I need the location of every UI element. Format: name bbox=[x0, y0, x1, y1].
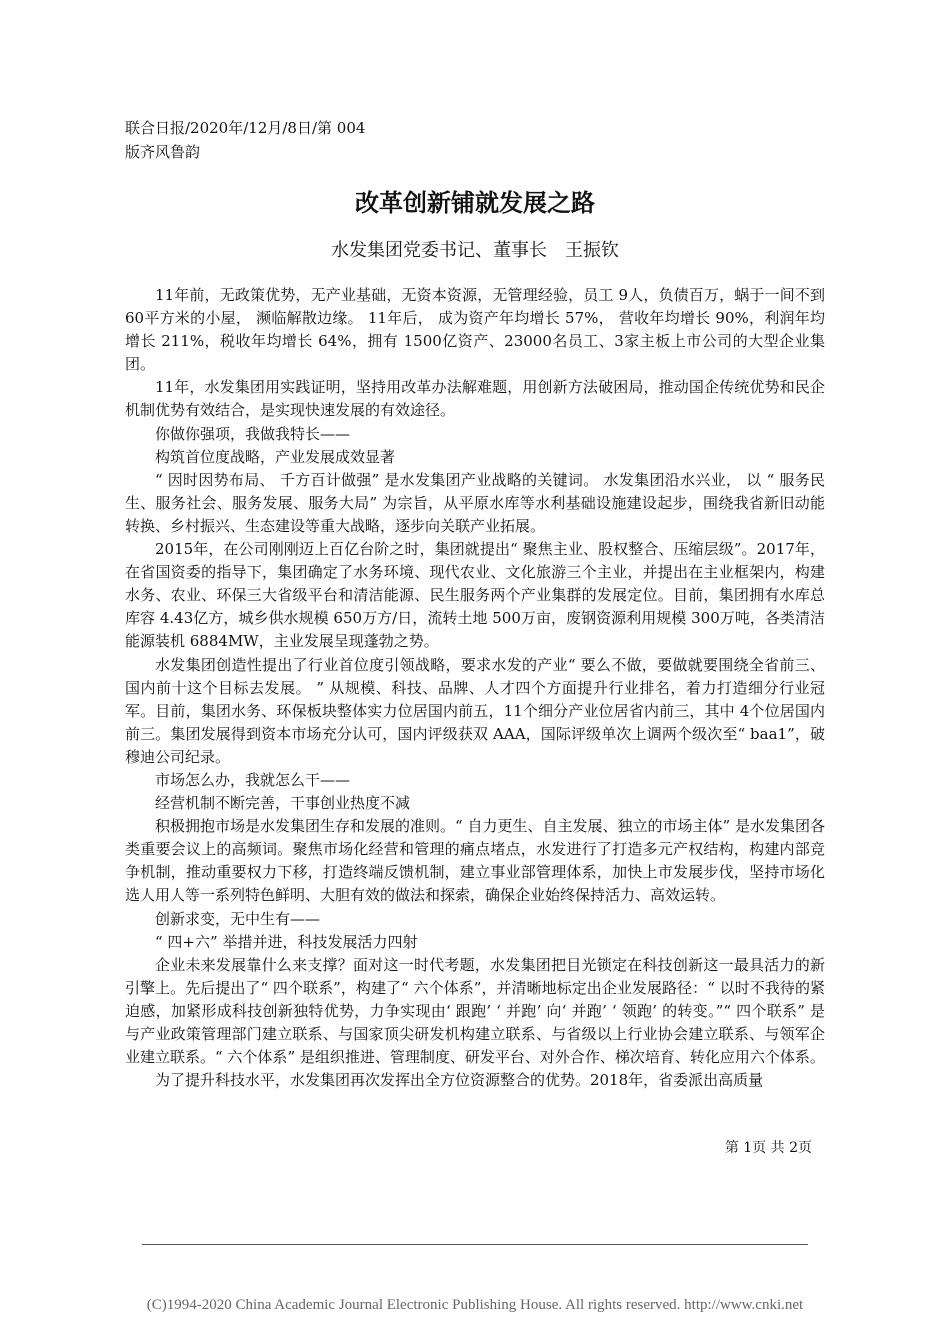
article-body bbox=[125, 284, 825, 1092]
section-subheading: “ 四+六” 举措并进，科技发展活力四射 bbox=[155, 932, 418, 951]
paragraph: “ 因时因势布局、 千方百计做强” 是水发集团产业战略的关键词。 水发集团沿水兴业， 以 “ 服务民生、服务社会、服务发展、服务大局” 为宗旨，从平原水库等水利基础设施建设起步，围绕我省新旧动能转换、乡村振兴、生态建设等重大战略，逐步向关联产业拓展。 bbox=[125, 470, 825, 535]
section-line: 版齐风鲁韵 bbox=[125, 143, 201, 161]
section-heading: 创新求变，无中生有—— bbox=[155, 909, 321, 928]
section-subheading: 经营机制不断完善，干事创业热度不减 bbox=[155, 794, 411, 813]
paragraph: 11年前，无政策优势，无产业基础，无资本资源，无管理经验，员工 9人，负债百万，蜗于一间不到 60平方米的小屋， 濒临解散边缘。 11年后， 成为资产年均增长 57%， 营收年均增长 90%，利润年均增长 211%，税收年均增长 64%，拥有 1500亿资产、23000名员工、3家主板上市公司的大型企业集团。 bbox=[125, 286, 825, 374]
section-heading: 市场怎么办，我就怎么干—— bbox=[155, 770, 351, 789]
publication-header bbox=[125, 116, 365, 164]
paragraph: 11年，水发集团用实践证明，坚持用改革办法解难题，用创新方法破困局，推动国企传统优势和民企机制优势有效结合，是实现快速发展的有效途径。 bbox=[125, 378, 825, 420]
footer-divider bbox=[142, 1244, 808, 1245]
article-byline: 水发集团党委书记、董事长 王振钦 bbox=[331, 240, 619, 261]
paragraph: 企业未来发展靠什么来支撑？面对这一时代考题，水发集团把目光锁定在科技创新这一最具活力的新引擎上。先后提出了“ 四个联系”，构建了“ 六个体系”，并清晰地标定出企业发展路径：“ 以时不我待的紧迫感，加紧形成科技创新独特优势，力争实现由‘ 跟跑’ ‘ 并跑’ 向‘ 并跑’ ‘ 领跑’ 的转变。”“ 四个联系” 是与产业政策管理部门建立联系、与国家顶尖研发机构建立联系、与省级以上行业协会建立联系、与领军企业建立联系。“ 六个体系” 是组织推进、管理制度、研发平台、对外合作、梯次培育、转化应用六个体系。 bbox=[125, 955, 825, 1067]
paragraph: 为了提升科技水平，水发集团再次发挥出全方位资源整合的优势。2018年，省委派出高质量 bbox=[155, 1071, 764, 1090]
page-indicator: 第 1页 共 2页 bbox=[724, 1140, 812, 1156]
copyright-notice: (C)1994-2020 China Academic Journal Electronic Publishing House. All rights reserved. http://www.cnki.net bbox=[146, 1297, 804, 1313]
paragraph: 积极拥抱市场是水发集团生存和发展的准则。“ 自力更生、自主发展、独立的市场主体” 是水发集团各类重要会议上的高频词。聚焦市场化经营和管理的痛点堵点，水发进行了打造多元产权结构，构建内部竞争机制，推动重要权力下移，打造终端反馈机制，建立事业部管理体系，加快上市发展步伐，坚持市场化选人用人等一系列特色鲜明、大胆有效的做法和探索，确保企业始终保持活力、高效运转。 bbox=[125, 817, 825, 905]
section-heading: 你做你强项，我做我特长—— bbox=[155, 424, 351, 443]
section-subheading: 构筑首位度战略，产业发展成效显著 bbox=[155, 447, 396, 466]
paragraph: 2015年，在公司刚刚迈上百亿台阶之时，集团就提出“ 聚焦主业、股权整合、压缩层级”。2017年，在省国资委的指导下，集团确定了水务环境、现代农业、文化旅游三个主业，并提出在主业框架内，构建水务、农业、环保三大省级平台和清洁能源、民生服务两个产业集群的发展定位。目前，集团拥有水库总库容 4.43亿方，城乡供水规模 650万方/日，流转土地 500万亩，废钢资源利用规模 300万吨，各类清洁能源装机 6884MW，主业发展呈现蓬勃之势。 bbox=[125, 540, 825, 651]
paragraph: 水发集团创造性提出了行业首位度引领战略，要求水发的产业“ 要么不做，要做就要围绕全省前三、国内前十这个目标去发展。 ” 从规模、科技、品牌、人才四个方面提升行业排名，着力打造细分行业冠军。目前，集团水务、环保板块整体实力位居国内前五，11个细分产业位居省内前三，其中 4个位居国内前三。集团发展得到资本市场充分认可，国内评级获双 AAA，国际评级单次上调两个级次至“ baa1”，破穆迪公司纪录。 bbox=[125, 655, 825, 766]
article-title: 改革创新铺就发展之路 bbox=[355, 189, 595, 217]
source-line: 联合日报/2020年/12月/8日/第 004 bbox=[125, 119, 366, 137]
